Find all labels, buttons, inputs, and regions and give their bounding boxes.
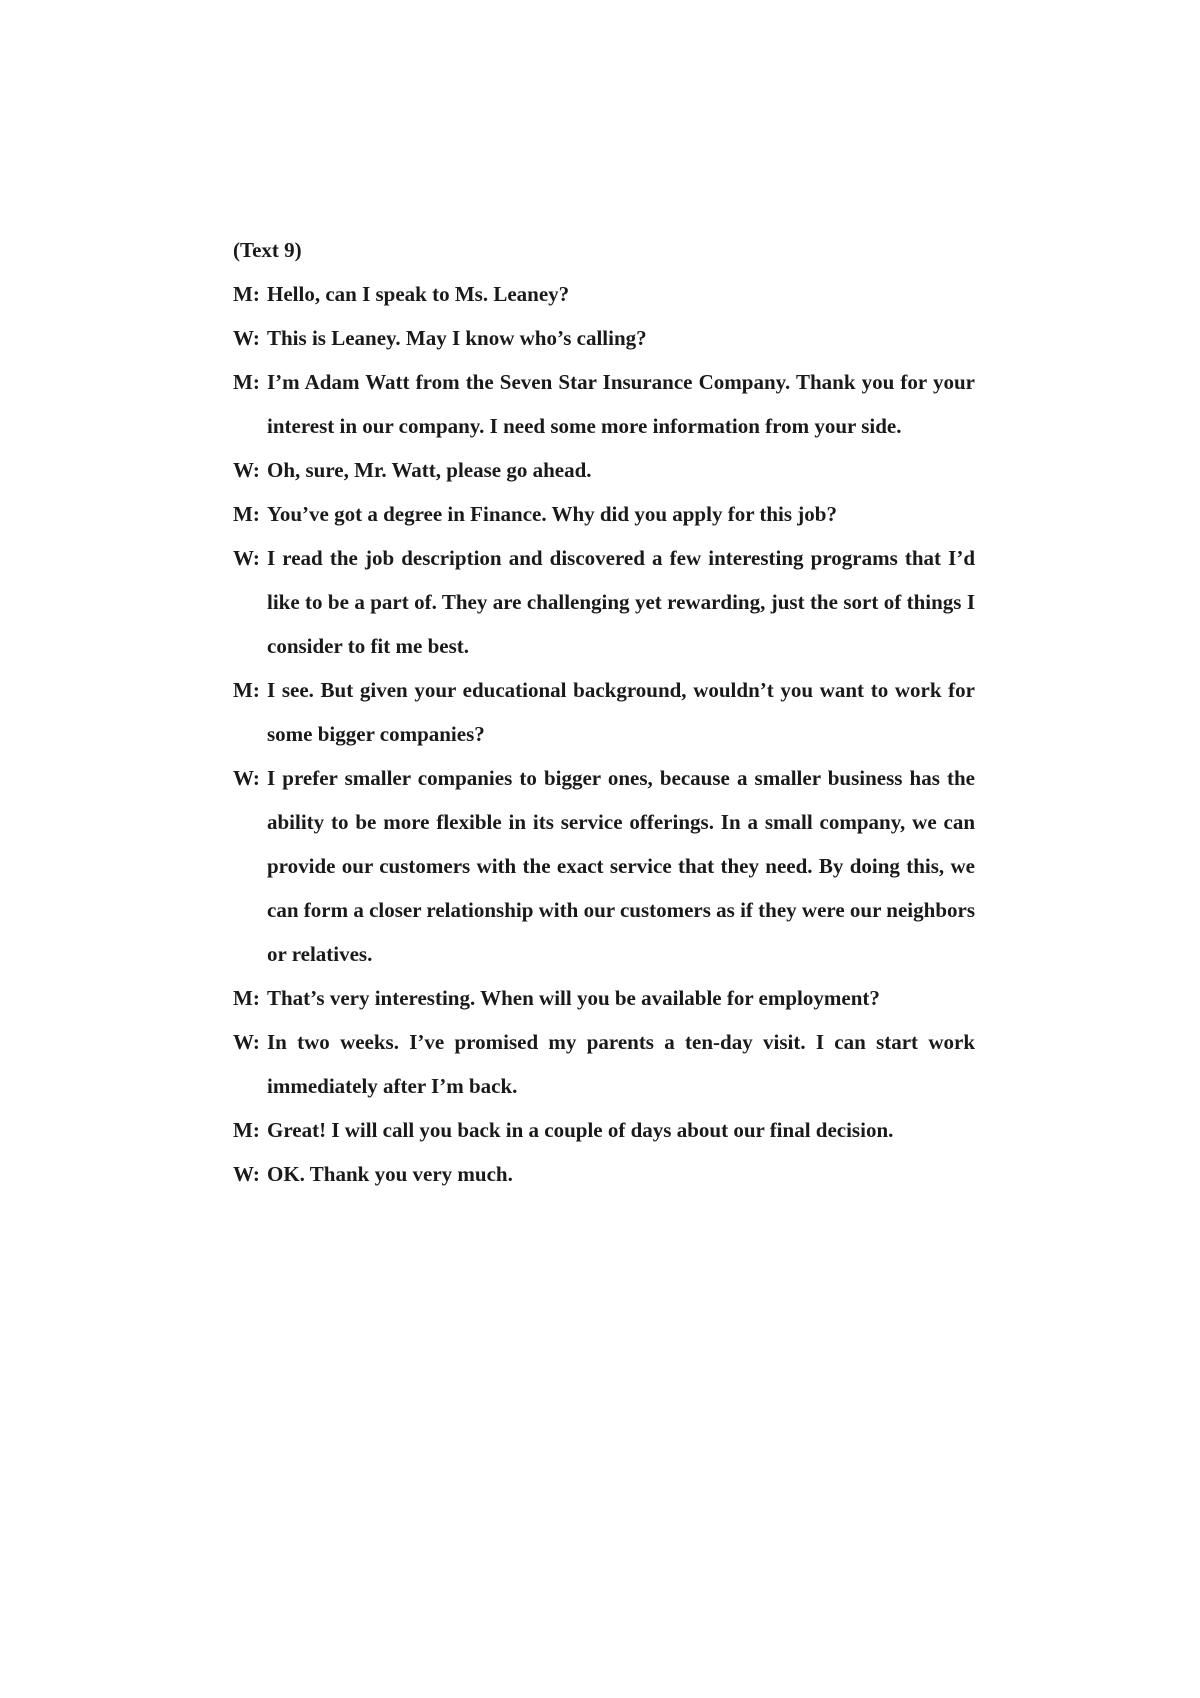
turn-text: Great! I will call you back in a couple of days about our final decision. [267, 1118, 894, 1142]
dialogue-turn [233, 668, 975, 756]
dialogue-turn [233, 756, 975, 976]
dialogue-turn [233, 360, 975, 448]
speaker-label: W: [233, 326, 260, 350]
dialogue-turn [233, 536, 975, 668]
speaker-label: M: [233, 282, 260, 306]
dialogue-turn [233, 1020, 975, 1108]
turn-text: I see. But given your educational background, wouldn’t you want to work for some bigger companies? [267, 678, 975, 746]
dialogue-turn [233, 492, 975, 536]
speaker-label: W: [233, 1030, 260, 1054]
turn-text: That’s very interesting. When will you be available for employment? [267, 986, 880, 1010]
speaker-label: W: [233, 458, 260, 482]
dialogue-turn [233, 272, 975, 316]
turn-text: I prefer smaller companies to bigger ones, because a smaller business has the ability to be more flexible in its service offerings. In a small company, we can provide our customers with the exact service that they need. By doing this, we can form a closer relationship with our customers as if they were our neighbors or relatives. [267, 766, 975, 966]
speaker-label: W: [233, 546, 260, 570]
turn-text: Hello, can I speak to Ms. Leaney? [267, 282, 570, 306]
turn-text: I’m Adam Watt from the Seven Star Insurance Company. Thank you for your interest in our company. I need some more information from your side. [267, 370, 975, 438]
dialogue-turn [233, 1152, 975, 1196]
speaker-label: W: [233, 1162, 260, 1186]
dialogue-turn [233, 1108, 975, 1152]
turn-text: Oh, sure, Mr. Watt, please go ahead. [267, 458, 592, 482]
speaker-label: M: [233, 370, 260, 394]
turn-text: In two weeks. I’ve promised my parents a ten-day visit. I can start work immediately after I’m back. [267, 1030, 975, 1098]
turn-text: OK. Thank you very much. [267, 1162, 513, 1186]
speaker-label: M: [233, 502, 260, 526]
dialogue-turn [233, 976, 975, 1020]
speaker-label: M: [233, 678, 260, 702]
dialogue-transcript [233, 228, 975, 1196]
turn-text: You’ve got a degree in Finance. Why did you apply for this job? [267, 502, 837, 526]
dialogue-turn [233, 316, 975, 360]
speaker-label: M: [233, 1118, 260, 1142]
turn-text: I read the job description and discovered a few interesting programs that I’d like to be a part of. They are challenging yet rewarding, just the sort of things I consider to fit me best. [267, 546, 975, 658]
speaker-label: M: [233, 986, 260, 1010]
text-heading: (Text 9) [233, 238, 302, 262]
turn-text: This is Leaney. May I know who’s calling? [267, 326, 647, 350]
dialogue-turn [233, 448, 975, 492]
speaker-label: W: [233, 766, 260, 790]
